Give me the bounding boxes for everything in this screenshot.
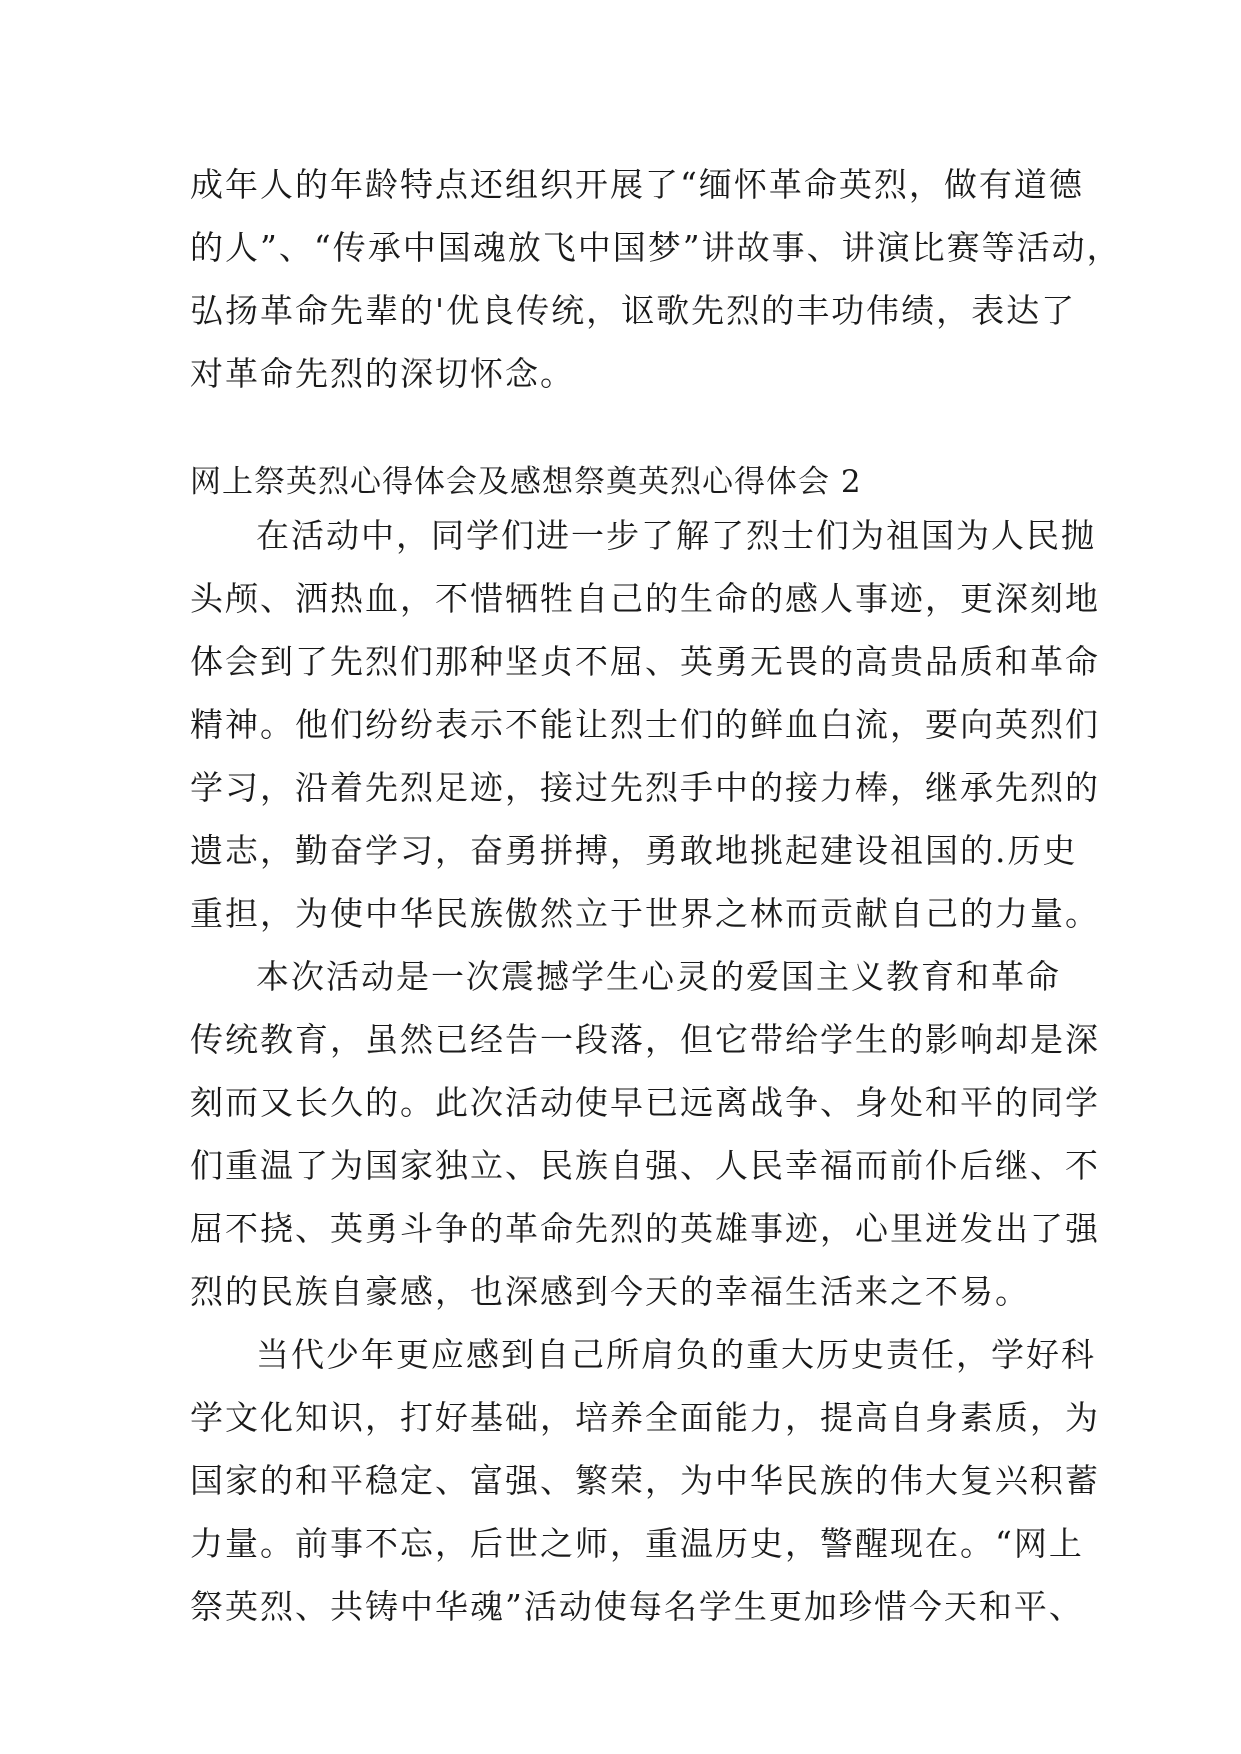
text-line: 弘扬革命先辈的'优良传统，讴歌先烈的丰功伟绩，表达了 bbox=[190, 291, 1077, 330]
text-line: 在活动中，同学们进一步了解了烈士们为祖国为人民抛 bbox=[256, 516, 1096, 555]
body-text bbox=[190, 504, 1100, 1638]
continued-paragraph bbox=[190, 153, 1122, 405]
text-line: 本次活动是一次震撼学生心灵的爱国主义教育和革命 bbox=[256, 957, 1061, 996]
text-line: 屈不挠、英勇斗争的革命先烈的英雄事迹，心里迸发出了强 bbox=[190, 1209, 1100, 1248]
text-line: 成年人的年龄特点还组织开展了“缅怀革命英烈，做有道德 bbox=[190, 165, 1084, 204]
text-line: 头颅、洒热血，不惜牺牲自己的生命的感人事迹，更深刻地 bbox=[190, 579, 1100, 618]
text-line: 们重温了为国家独立、民族自强、人民幸福而前仆后继、不 bbox=[190, 1146, 1100, 1185]
text-line: 的人”、“传承中国魂放飞中国梦”讲故事、讲演比赛等活动， bbox=[190, 228, 1122, 267]
text-line: 体会到了先烈们那种坚贞不屈、英勇无畏的高贵品质和革命 bbox=[190, 642, 1100, 681]
text-line: 对革命先烈的深切怀念。 bbox=[190, 354, 575, 393]
text-line: 刻而又长久的。此次活动使早已远离战争、身处和平的同学 bbox=[190, 1083, 1100, 1122]
paragraph-2 bbox=[190, 945, 1100, 1323]
text-line: 遗志，勤奋学习，奋勇拼搏，勇敢地挑起建设祖国的.历史 bbox=[190, 831, 1078, 870]
section-title: 网上祭英烈心得体会及感想祭奠英烈心得体会 2 bbox=[190, 464, 862, 500]
text-line: 当代少年更应感到自己所肩负的重大历史责任，学好科 bbox=[256, 1335, 1096, 1374]
text-line: 重担，为使中华民族傲然立于世界之林而贡献自己的力量。 bbox=[190, 894, 1100, 933]
text-line: 学习，沿着先烈足迹，接过先烈手中的接力棒，继承先烈的 bbox=[190, 768, 1100, 807]
paragraph-3 bbox=[190, 1323, 1100, 1638]
text-line: 国家的和平稳定、富强、繁荣，为中华民族的伟大复兴积蓄 bbox=[190, 1461, 1100, 1500]
text-line: 烈的民族自豪感，也深感到今天的幸福生活来之不易。 bbox=[190, 1272, 1030, 1311]
paragraph-1 bbox=[190, 504, 1100, 945]
text-line: 力量。前事不忘，后世之师，重温历史，警醒现在。“网上 bbox=[190, 1524, 1084, 1563]
text-line: 学文化知识，打好基础，培养全面能力，提高自身素质，为 bbox=[190, 1398, 1100, 1437]
text-line: 精神。他们纷纷表示不能让烈士们的鲜血白流，要向英烈们 bbox=[190, 705, 1100, 744]
text-line: 传统教育，虽然已经告一段落，但它带给学生的影响却是深 bbox=[190, 1020, 1100, 1059]
text-line: 祭英烈、共铸中华魂”活动使每名学生更加珍惜今天和平、 bbox=[190, 1587, 1084, 1626]
